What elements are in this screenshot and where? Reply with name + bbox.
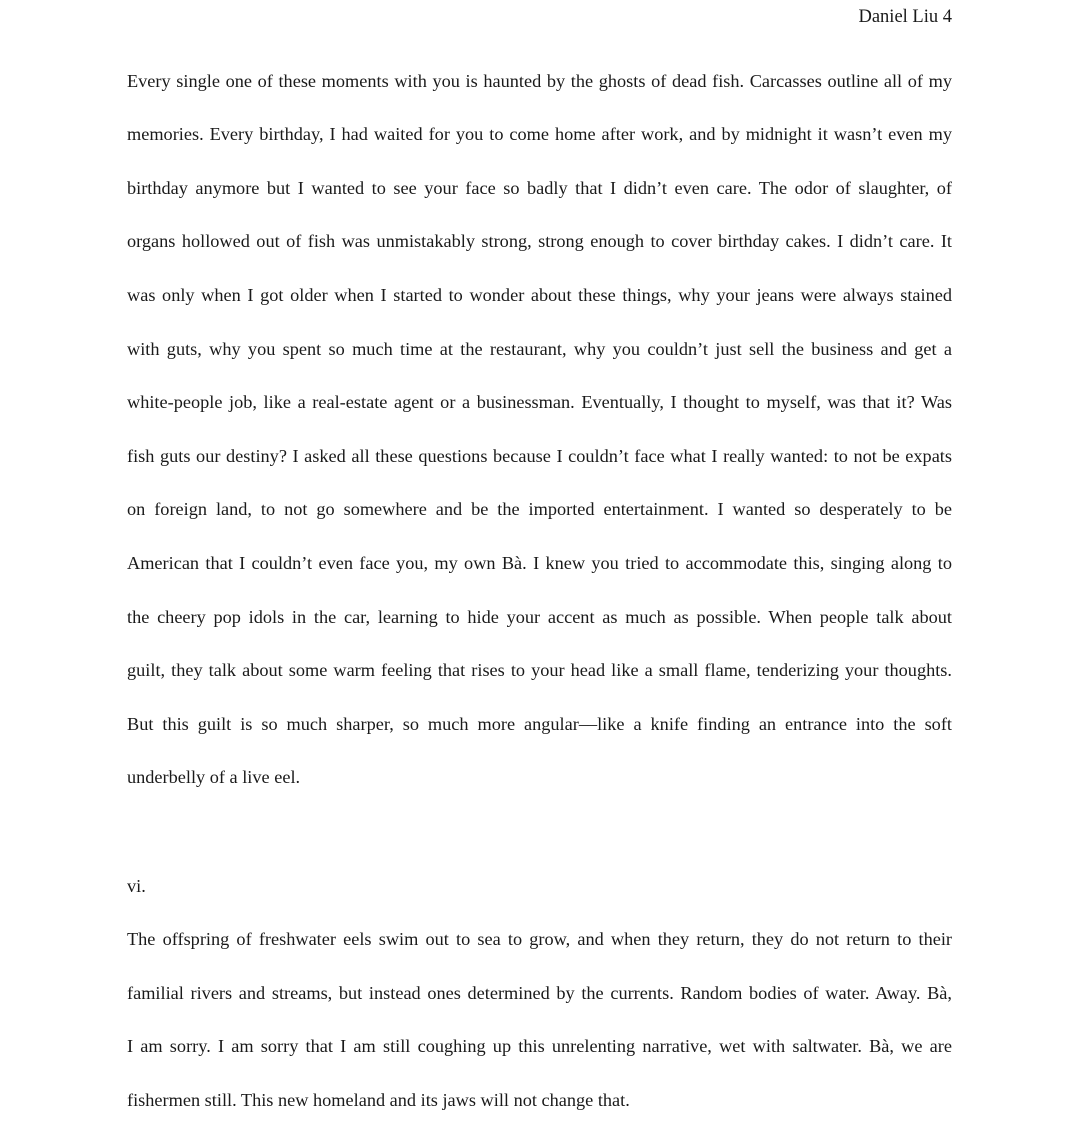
text-line: guilt, they talk about some warm feeling that rises to your head like a small flame, tenderizing your thoughts. [127,660,952,680]
text-line: familial rivers and streams, but instead ones determined by the currents. Random bodies of water. Away. Bà, [127,983,952,1003]
text-line: But this guilt is so much sharper, so much more angular––like a knife finding an entrance into the soft [127,714,952,734]
text-line: white-people job, like a real-estate agent or a businessman. Eventually, I thought to myself, was that it? Was [127,392,952,412]
text-line: memories. Every birthday, I had waited for you to come home after work, and by midnight it wasn’t even my [127,124,952,144]
text-line: organs hollowed out of fish was unmistakably strong, strong enough to cover birthday cakes. I didn’t care. It [127,231,952,251]
page-header-author-page-number: Daniel Liu 4 [858,7,952,27]
text-line: fish guts our destiny? I asked all these questions because I couldn’t face what I really wanted: to not be expats [127,446,952,466]
text-line: on foreign land, to not go somewhere and be the imported entertainment. I wanted so desperately to be [127,499,952,519]
text-line: with guts, why you spent so much time at the restaurant, why you couldn’t just sell the business and get a [127,339,952,359]
text-line: Every single one of these moments with you is haunted by the ghosts of dead fish. Carcasses outline all of my [127,71,952,91]
text-line: the cheery pop idols in the car, learning to hide your accent as much as possible. When people talk about [127,607,952,627]
text-line: American that I couldn’t even face you, my own Bà. I knew you tried to accommodate this, singing along to [127,553,952,573]
text-line: fishermen still. This new homeland and its jaws will not change that. [127,1090,630,1110]
text-line: I am sorry. I am sorry that I am still coughing up this unrelenting narrative, wet with saltwater. Bà, we are [127,1036,952,1056]
text-line: The offspring of freshwater eels swim out to sea to grow, and when they return, they do not return to their [127,929,952,949]
text-line: underbelly of a live eel. [127,767,301,787]
text-line: birthday anymore but I wanted to see your face so badly that I didn’t even care. The odor of slaughter, of [127,178,952,198]
text-line: was only when I got older when I started to wonder about these things, why your jeans were always stained [127,285,952,305]
section-heading: vi. [127,876,146,896]
